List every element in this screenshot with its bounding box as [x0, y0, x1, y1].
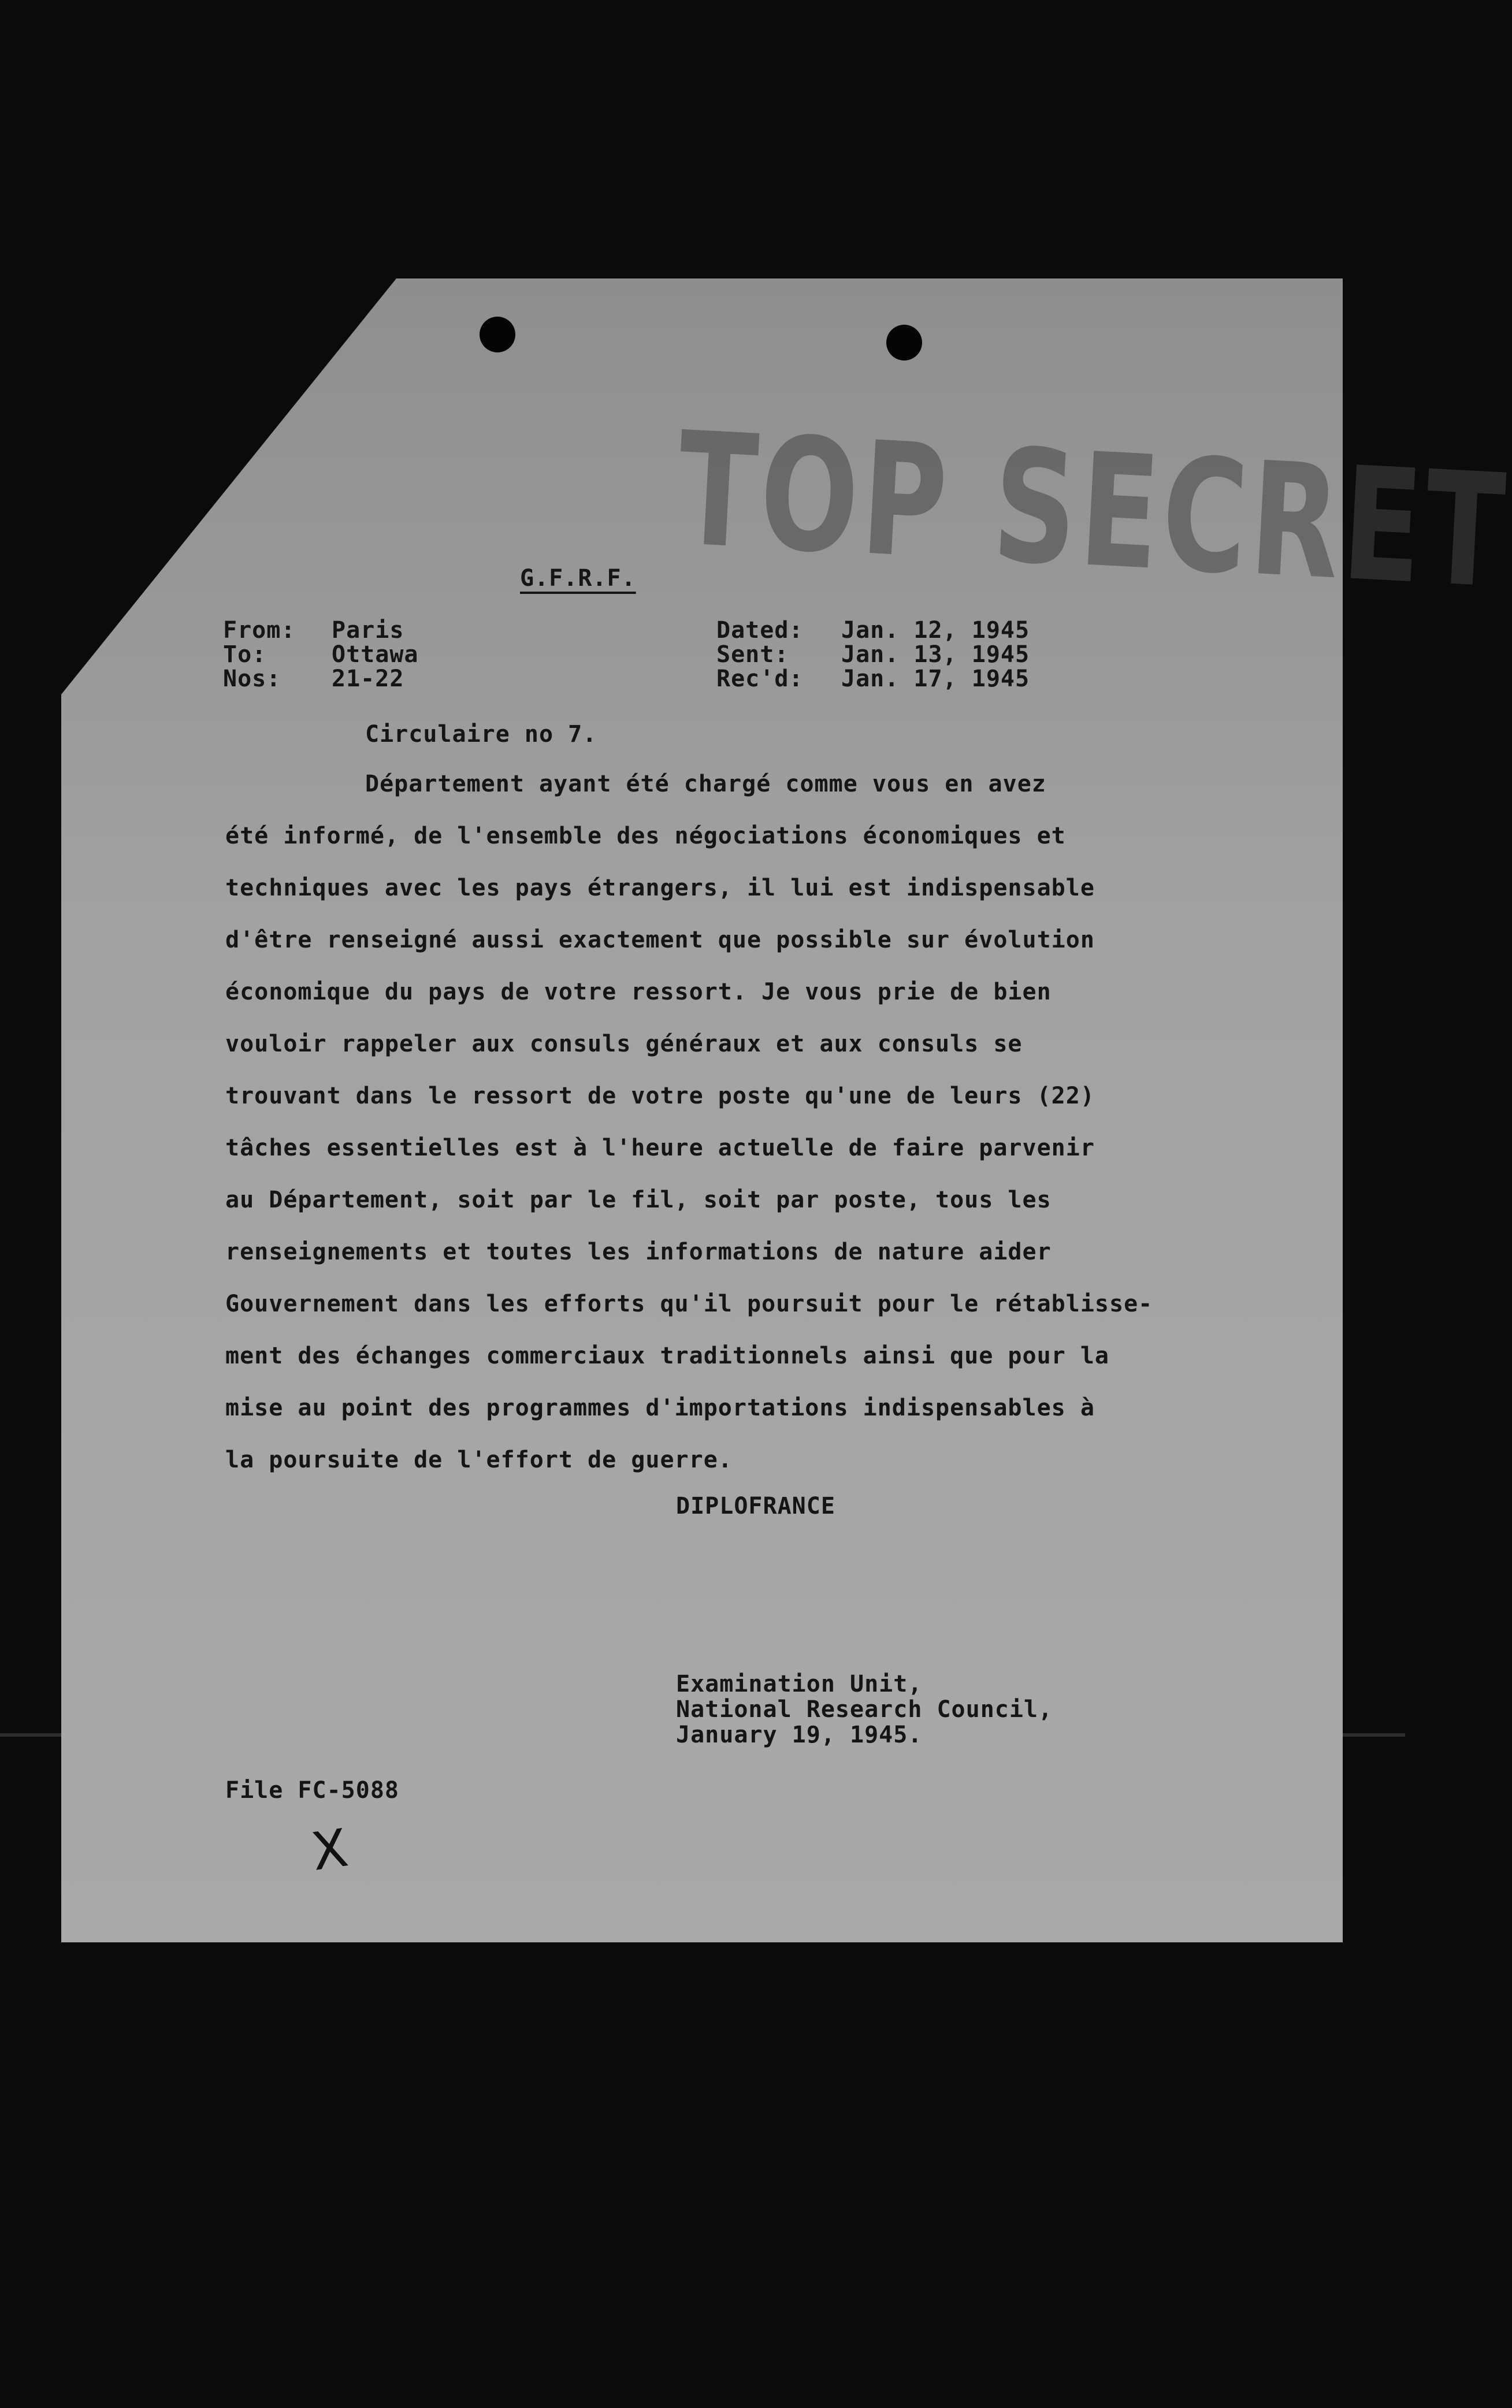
sent-value: Jan. 13, 1945 — [841, 641, 1030, 668]
recd-value: Jan. 17, 1945 — [841, 666, 1030, 692]
circular-number: Circulaire no 7. — [365, 721, 597, 748]
footer-line-1: Examination Unit, — [676, 1671, 923, 1697]
body-line: la poursuite de l'effort de guerre. — [225, 1447, 733, 1473]
handwritten-x-mark: X — [307, 1818, 352, 1883]
body-line: Département ayant été chargé comme vous en avez — [365, 771, 1046, 797]
body-line: au Département, soit par le fil, soit par poste, tous les — [225, 1187, 1052, 1213]
footer-line-2: National Research Council, — [676, 1696, 1053, 1723]
footer-line-3: January 19, 1945. — [676, 1722, 923, 1748]
body-line: trouvant dans le ressort de votre poste qu'une de leurs (22) — [225, 1083, 1095, 1109]
dated-value: Jan. 12, 1945 — [841, 617, 1030, 644]
recd-label: Rec'd: — [716, 666, 804, 692]
body-line: ment des échanges commerciaux traditionnels ainsi que pour la — [225, 1343, 1110, 1369]
punch-hole-left — [480, 317, 515, 352]
signature: DIPLOFRANCE — [676, 1493, 835, 1519]
file-reference: File FC-5088 — [225, 1777, 399, 1804]
body-line: Gouvernement dans les efforts qu'il poursuit pour le rétablisse- — [225, 1291, 1153, 1317]
nos-value: 21-22 — [332, 666, 404, 692]
body-line: techniques avec les pays étrangers, il lui est indispensable — [225, 875, 1095, 901]
agency-heading: G.F.R.F. — [520, 565, 636, 592]
body-line: tâches essentielles est à l'heure actuelle de faire parvenir — [225, 1135, 1095, 1161]
body-line: vouloir rappeler aux consuls généraux et aux consuls se — [225, 1031, 1023, 1057]
from-value: Paris — [332, 617, 404, 644]
body-line: été informé, de l'ensemble des négociations économiques et — [225, 823, 1066, 849]
body-line: d'être renseigné aussi exactement que possible sur évolution — [225, 927, 1095, 953]
punch-hole-right — [886, 325, 922, 361]
top-secret-stamp: TOP SECRET — [673, 399, 1512, 624]
sent-label: Sent: — [716, 641, 789, 668]
body-line: renseignements et toutes les informations de nature aider — [225, 1239, 1052, 1265]
body-line: économique du pays de votre ressort. Je vous prie de bien — [225, 979, 1052, 1005]
body-line: mise au point des programmes d'importations indispensables à — [225, 1395, 1095, 1421]
to-value: Ottawa — [332, 641, 419, 668]
to-label: To: — [223, 641, 267, 668]
dated-label: Dated: — [716, 617, 804, 644]
from-label: From: — [223, 617, 296, 644]
nos-label: Nos: — [223, 666, 281, 692]
